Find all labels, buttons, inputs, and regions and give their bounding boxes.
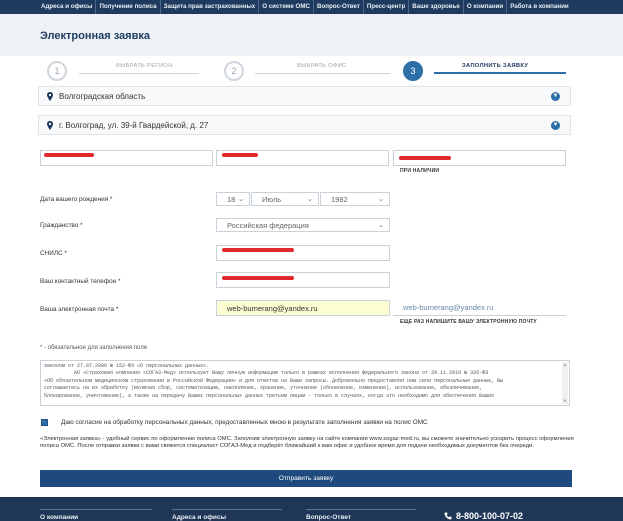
agreement-line: соглашаетесь на их обработку (включая сбор, систематизацию, накопление, хранение, уточнение (обновление, изменение), использование, обезличивание,: [44, 385, 483, 392]
scroll-up-icon[interactable]: ▲: [563, 362, 567, 367]
footer-divider: [40, 509, 152, 510]
step-3-circle[interactable]: 3: [403, 61, 423, 81]
email-label: Ваша электронная почта *: [40, 306, 119, 313]
nav-careers[interactable]: Работа в компании: [510, 3, 569, 10]
step-2-line: [255, 73, 390, 74]
nav-about-company[interactable]: О компании: [464, 0, 507, 14]
footer-phone[interactable]: 8-800-100-07-02: [456, 511, 524, 521]
submit-button[interactable]: Отправить заявку: [40, 470, 572, 487]
location-pin-icon: [47, 121, 53, 130]
chevron-down-icon[interactable]: ▼: [552, 93, 559, 99]
step-1-circle[interactable]: 1: [47, 61, 67, 81]
birth-year-select[interactable]: [320, 192, 390, 206]
email-repeat-input[interactable]: [393, 300, 566, 316]
nav-faq[interactable]: Вопрос-Ответ: [314, 0, 364, 14]
chevron-down-icon: ⌄: [238, 196, 244, 203]
required-note: * - обязательное для заполнения поле: [40, 345, 148, 351]
citizenship-label: Гражданство *: [40, 222, 83, 229]
agreement-textarea[interactable]: [40, 360, 570, 406]
office-value: г. Волгоград, ул. 39-й Гвардейской, д. 27: [59, 121, 209, 130]
consent-checkbox[interactable]: [41, 419, 48, 426]
agreement-line: АО «Страховая компания «СОГАЗ-Мед» использует Вашу личную информацию только в рамках исполнения федерального закона от 29.11.2010 № 326-ФЗ: [44, 370, 489, 377]
birth-month-select[interactable]: [251, 192, 319, 206]
location-pin-icon: [47, 92, 53, 101]
footer-about[interactable]: О компании: [40, 514, 79, 521]
birth-day-value: 18: [227, 195, 236, 204]
step-1-label[interactable]: ВЫБРАТЬ РЕГИОН: [116, 63, 173, 69]
email-repeat-value: web-bumerang@yandex.ru: [403, 303, 494, 312]
consent-label: Даю согласие на обработку персональных данных, предоставленных мною в результате заполнения заявки на полис ОМС: [61, 419, 428, 426]
chevron-down-icon: ⌄: [378, 222, 384, 229]
phone-icon: [444, 512, 452, 520]
office-select[interactable]: [38, 115, 571, 135]
footer-faq[interactable]: Вопрос-Ответ: [306, 514, 352, 521]
phone-input[interactable]: [216, 272, 390, 288]
site-footer: [0, 497, 623, 521]
step-2-circle[interactable]: 2: [224, 61, 244, 81]
nav-addresses[interactable]: Адреса и офисы: [38, 0, 96, 14]
email-repeat-hint: ЕЩЕ РАЗ НАПИШИТЕ ВАШУ ЭЛЕКТРОННУЮ ПОЧТУ: [400, 319, 537, 325]
redaction-mark: [44, 153, 94, 157]
step-3-label[interactable]: ЗАПОЛНИТЬ ЗАЯВКУ: [462, 63, 529, 69]
birth-date-label: Дата вашего рождения *: [40, 196, 113, 203]
email-value: web-bumerang@yandex.ru: [227, 304, 318, 313]
page-header: [0, 14, 623, 56]
redaction-mark: [222, 248, 294, 252]
chevron-down-icon: ⌄: [307, 196, 313, 203]
step-indicator: [0, 56, 623, 86]
snils-label: СНИЛС *: [40, 250, 67, 257]
step-2-label[interactable]: ВЫБРАТЬ ОФИС: [297, 63, 347, 69]
step-1-line: [79, 73, 199, 74]
footer-addresses[interactable]: Адреса и офисы: [172, 514, 227, 521]
birth-day-select[interactable]: [216, 192, 250, 206]
footer-divider: [306, 509, 416, 510]
region-select[interactable]: [38, 86, 571, 106]
chevron-down-icon: ⌄: [378, 196, 384, 203]
page-title: Электронная заявка: [40, 30, 150, 42]
agreement-scrollbar[interactable]: [562, 362, 568, 404]
region-value: Волгоградская область: [59, 92, 146, 101]
patronymic-hint: ПРИ НАЛИЧИИ: [400, 168, 440, 174]
agreement-line: законом от 27.07.2006 № 152-ФЗ «О персональных данных».: [44, 363, 210, 369]
service-description: «Электронная заявка» - удобный сервис по оформлению полиса ОМС. Заполнив электронную заявку на сайте компании www.sogaz-med.ru, вы сможете значительно ускорить процесс оформления полиса ОМС. После отправки заявки с вами свяжется специалист СОГАЗ-Мед и подберёт ближайший к вам офис и удобное время для подачи необходимых документов без очереди.: [40, 436, 574, 450]
nav-press-center[interactable]: Пресс-центр: [364, 0, 409, 14]
birth-year-value: 1982: [331, 195, 348, 204]
agreement-text: [44, 363, 556, 400]
agreement-line: «Об обязательном медицинском страховании в Российской Федерации» и для ответов на Ваши запросы. Добровольно предоставляя нам свои персональные данные, Вы: [44, 377, 504, 384]
birth-month-value: Июль: [262, 195, 282, 204]
nav-health[interactable]: Ваше здоровье: [409, 0, 464, 14]
email-input[interactable]: [216, 300, 390, 316]
top-navigation: [0, 0, 623, 14]
footer-divider: [172, 509, 282, 510]
nav-rights-protection[interactable]: Защита прав застрахованных: [161, 0, 260, 14]
redaction-mark: [222, 153, 258, 157]
citizenship-value: Российская федерация: [227, 221, 309, 230]
redaction-mark: [399, 156, 451, 160]
chevron-down-icon[interactable]: ▼: [552, 122, 559, 128]
agreement-line: блокирование, уничтожение), а также на передачу Ваших персональных данных третьим лицам - только в случаях, когда это необходимо для обеспечения Ваших: [44, 392, 495, 399]
step-3-line: [434, 72, 566, 74]
redaction-mark: [222, 276, 294, 280]
scroll-down-icon[interactable]: ▼: [563, 398, 567, 403]
nav-get-policy[interactable]: Получение полиса: [96, 0, 160, 14]
citizenship-select[interactable]: [216, 218, 390, 232]
phone-label: Ваш контактный телефон *: [40, 278, 121, 285]
nav-about-oms[interactable]: О системе ОМС: [259, 0, 314, 14]
